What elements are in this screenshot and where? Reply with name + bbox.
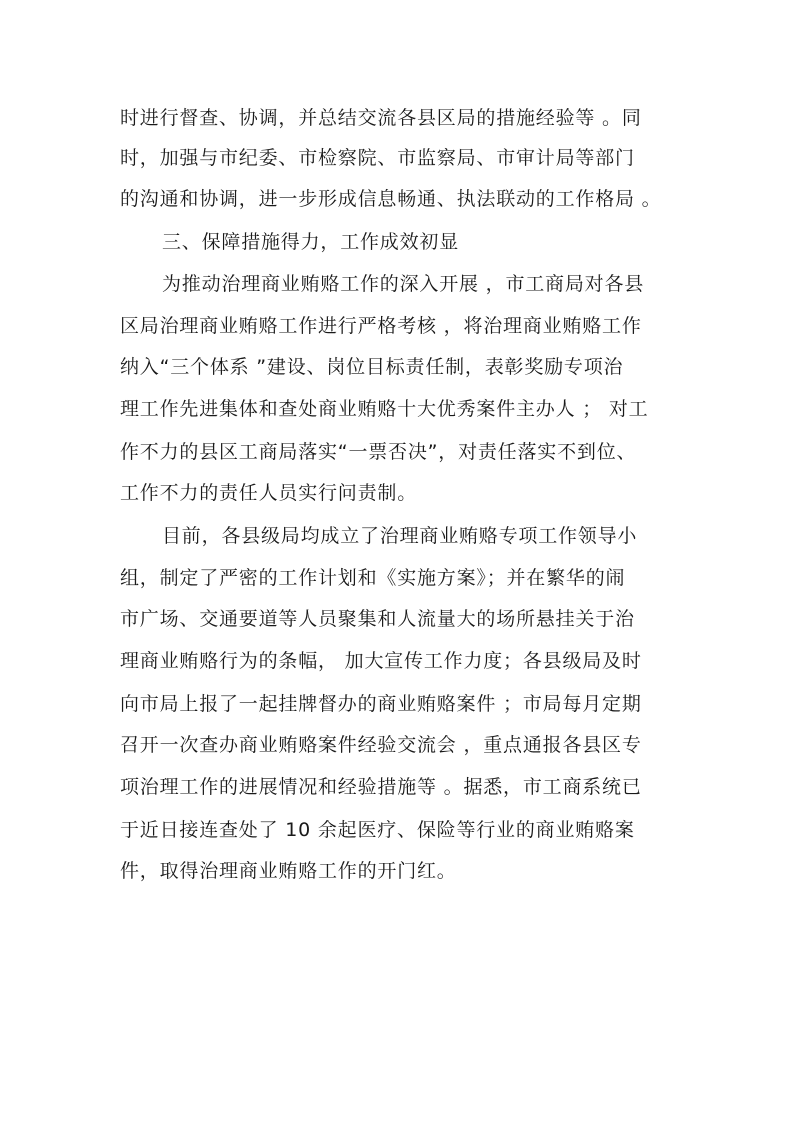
paragraph-line: 于近日接连查处了 10 余起医疗、保险等行业的商业贿赂案	[120, 819, 635, 841]
section-heading: 三、保障措施得力，工作成效初显	[162, 231, 460, 253]
paragraph-line: 件，取得治理商业贿赂工作的开门红。	[120, 860, 457, 882]
paragraph-line: 理商业贿赂行为的条幅， 加大宣传工作力度；各县级局及时	[120, 650, 642, 672]
paragraph-line: 工作不力的责任人员实行问责制。	[120, 482, 418, 504]
paragraph-line: 目前，各县级局均成立了治理商业贿赂专项工作领导小	[162, 525, 638, 547]
paragraph-line: 市广场、交通要道等人员聚集和人流量大的场所悬挂关于治	[120, 608, 635, 630]
paragraph-line: 为推动治理商业贿赂工作的深入开展 ，市工商局对各县	[162, 273, 645, 295]
paragraph-line: 的沟通和协调，进一步形成信息畅通、执法联动的工作格局 。	[120, 188, 662, 210]
paragraph-line: 向市局上报了一起挂牌督办的商业贿赂案件 ；市局每月定期	[120, 693, 642, 715]
paragraph-line: 时，加强与市纪委、市检察院、市监察局、市审计局等部门	[120, 147, 635, 169]
paragraph-line: 时进行督查、协调，并总结交流各县区局的措施经验等 。同	[120, 107, 642, 129]
paragraph-line: 项治理工作的进展情况和经验措施等 。据悉，市工商系统已	[120, 776, 642, 798]
paragraph-line: 组，制定了严密的工作计划和《实施方案》；并在繁华的闹	[120, 567, 626, 589]
paragraph-line: 理工作先进集体和查处商业贿赂十大优秀案件主办人 ； 对工	[120, 398, 649, 420]
paragraph-line: 作不力的县区工商局落实“一票否决”，对责任落实不到位、	[120, 441, 637, 463]
paragraph-line: 区局治理商业贿赂工作进行严格考核 ，将治理商业贿赂工作	[120, 315, 642, 337]
paragraph-line: 纳入“三个体系 ”建设、岗位目标责任制，表彰奖励专项治	[120, 356, 624, 378]
paragraph-line: 召开一次查办商业贿赂案件经验交流会 ，重点通报各县区专	[120, 734, 642, 756]
